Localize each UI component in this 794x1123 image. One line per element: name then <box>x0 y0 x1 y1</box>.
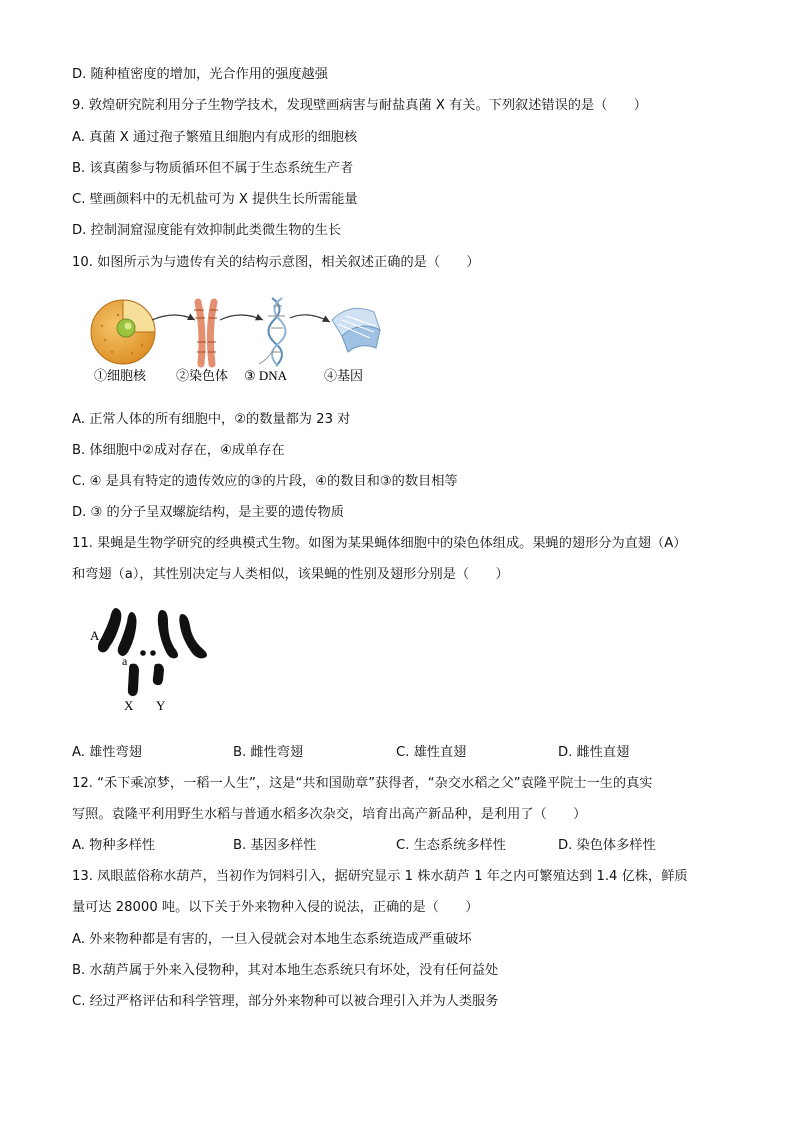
cell-nucleus-illustration <box>91 300 155 364</box>
label-allele-A: A <box>90 628 100 643</box>
label-chromosome: ②染色体 <box>176 368 229 383</box>
q10-option-d: D. ③ 的分子呈双螺旋结构，是主要的遗传物质 <box>72 505 344 520</box>
q10-stem: 10. 如图所示为与遗传有关的结构示意图，相关叙述正确的是（ ） <box>72 255 480 270</box>
q12-option-d: D. 染色体多样性 <box>558 838 656 853</box>
q13-option-c: C. 经过严格评估和科学管理，部分外来物种可以被合理引入并为人类服务 <box>72 994 499 1009</box>
q12-option-a: A. 物种多样性 <box>72 838 156 853</box>
gene-illustration <box>332 308 380 352</box>
q12-stem-line1: 12. “禾下乘凉梦，一稻一人生”，这是“共和国勋章”获得者，“杂交水稻之父”袁隆平院士一生的真实 <box>72 776 653 791</box>
q12-option-c: C. 生态系统多样性 <box>396 838 506 853</box>
q11-stem-line1: 11. 果蝇是生物学研究的经典模式生物。如图为某果蝇体细胞中的染色体组成。果蝇的翅形分为直翅（A） <box>72 536 687 551</box>
q9-option-d: D. 控制洞窟湿度能有效抑制此类微生物的生长 <box>72 223 342 238</box>
label-X: X <box>124 698 134 713</box>
q11-option-d: D. 雌性直翅 <box>558 745 630 760</box>
q11-option-b: B. 雌性弯翅 <box>233 745 304 760</box>
q11-option-a: A. 雄性弯翅 <box>72 745 142 760</box>
dna-illustration <box>259 298 286 366</box>
chromosome-illustration <box>194 302 218 364</box>
q11-chromosome-figure <box>86 600 226 715</box>
q11-stem-line2: 和弯翅（a），其性别决定与人类相似，该果蝇的性别及翅形分别是（ ） <box>72 567 509 582</box>
q12-stem-line2: 写照。袁隆平利用野生水稻与普通水稻多次杂交，培育出高产新品种，是利用了（ ） <box>72 807 587 822</box>
label-gene: ④基因 <box>324 368 364 383</box>
q9-stem: 9. 敦煌研究院利用分子生物学技术，发现壁画病害与耐盐真菌 X 有关。下列叙述错误的是（ ） <box>72 98 647 113</box>
q9-option-a: A. 真菌 X 通过孢子繁殖且细胞内有成形的细胞核 <box>72 130 358 145</box>
label-nucleus: ①细胞核 <box>94 368 147 383</box>
q13-stem-line2: 量可达 28000 吨。以下关于外来物种入侵的说法，正确的是（ ） <box>72 900 479 915</box>
label-allele-a: a <box>122 654 128 668</box>
q11-option-c: C. 雄性直翅 <box>396 745 467 760</box>
chromosome-set <box>98 608 207 696</box>
q8-option-d: D. 随种植密度的增加，光合作用的强度越强 <box>72 67 328 82</box>
label-dna: ③ DNA <box>244 368 288 383</box>
q13-stem-line1: 13. 凤眼蓝俗称水葫芦，当初作为饲料引入，据研究显示 1 株水葫芦 1 年之内可繁殖达到 1.4 亿株，鲜质 <box>72 869 688 884</box>
q12-option-b: B. 基因多样性 <box>233 838 317 853</box>
q10-figure <box>80 290 400 390</box>
q10-option-b: B. 体细胞中②成对存在，④成单存在 <box>72 443 285 458</box>
q13-option-b: B. 水葫芦属于外来入侵物种，其对本地生态系统只有坏处，没有任何益处 <box>72 963 499 978</box>
q13-option-a: A. 外来物种都是有害的，一旦入侵就会对本地生态系统造成严重破坏 <box>72 932 472 947</box>
label-Y: Y <box>156 698 166 713</box>
q10-option-a: A. 正常人体的所有细胞中，②的数量都为 23 对 <box>72 412 351 427</box>
q9-option-b: B. 该真菌参与物质循环但不属于生态系统生产者 <box>72 161 354 176</box>
q9-option-c: C. 壁画颜料中的无机盐可为 X 提供生长所需能量 <box>72 192 358 207</box>
q10-option-c: C. ④ 是具有特定的遗传效应的③的片段，④的数目和③的数目相等 <box>72 474 458 489</box>
